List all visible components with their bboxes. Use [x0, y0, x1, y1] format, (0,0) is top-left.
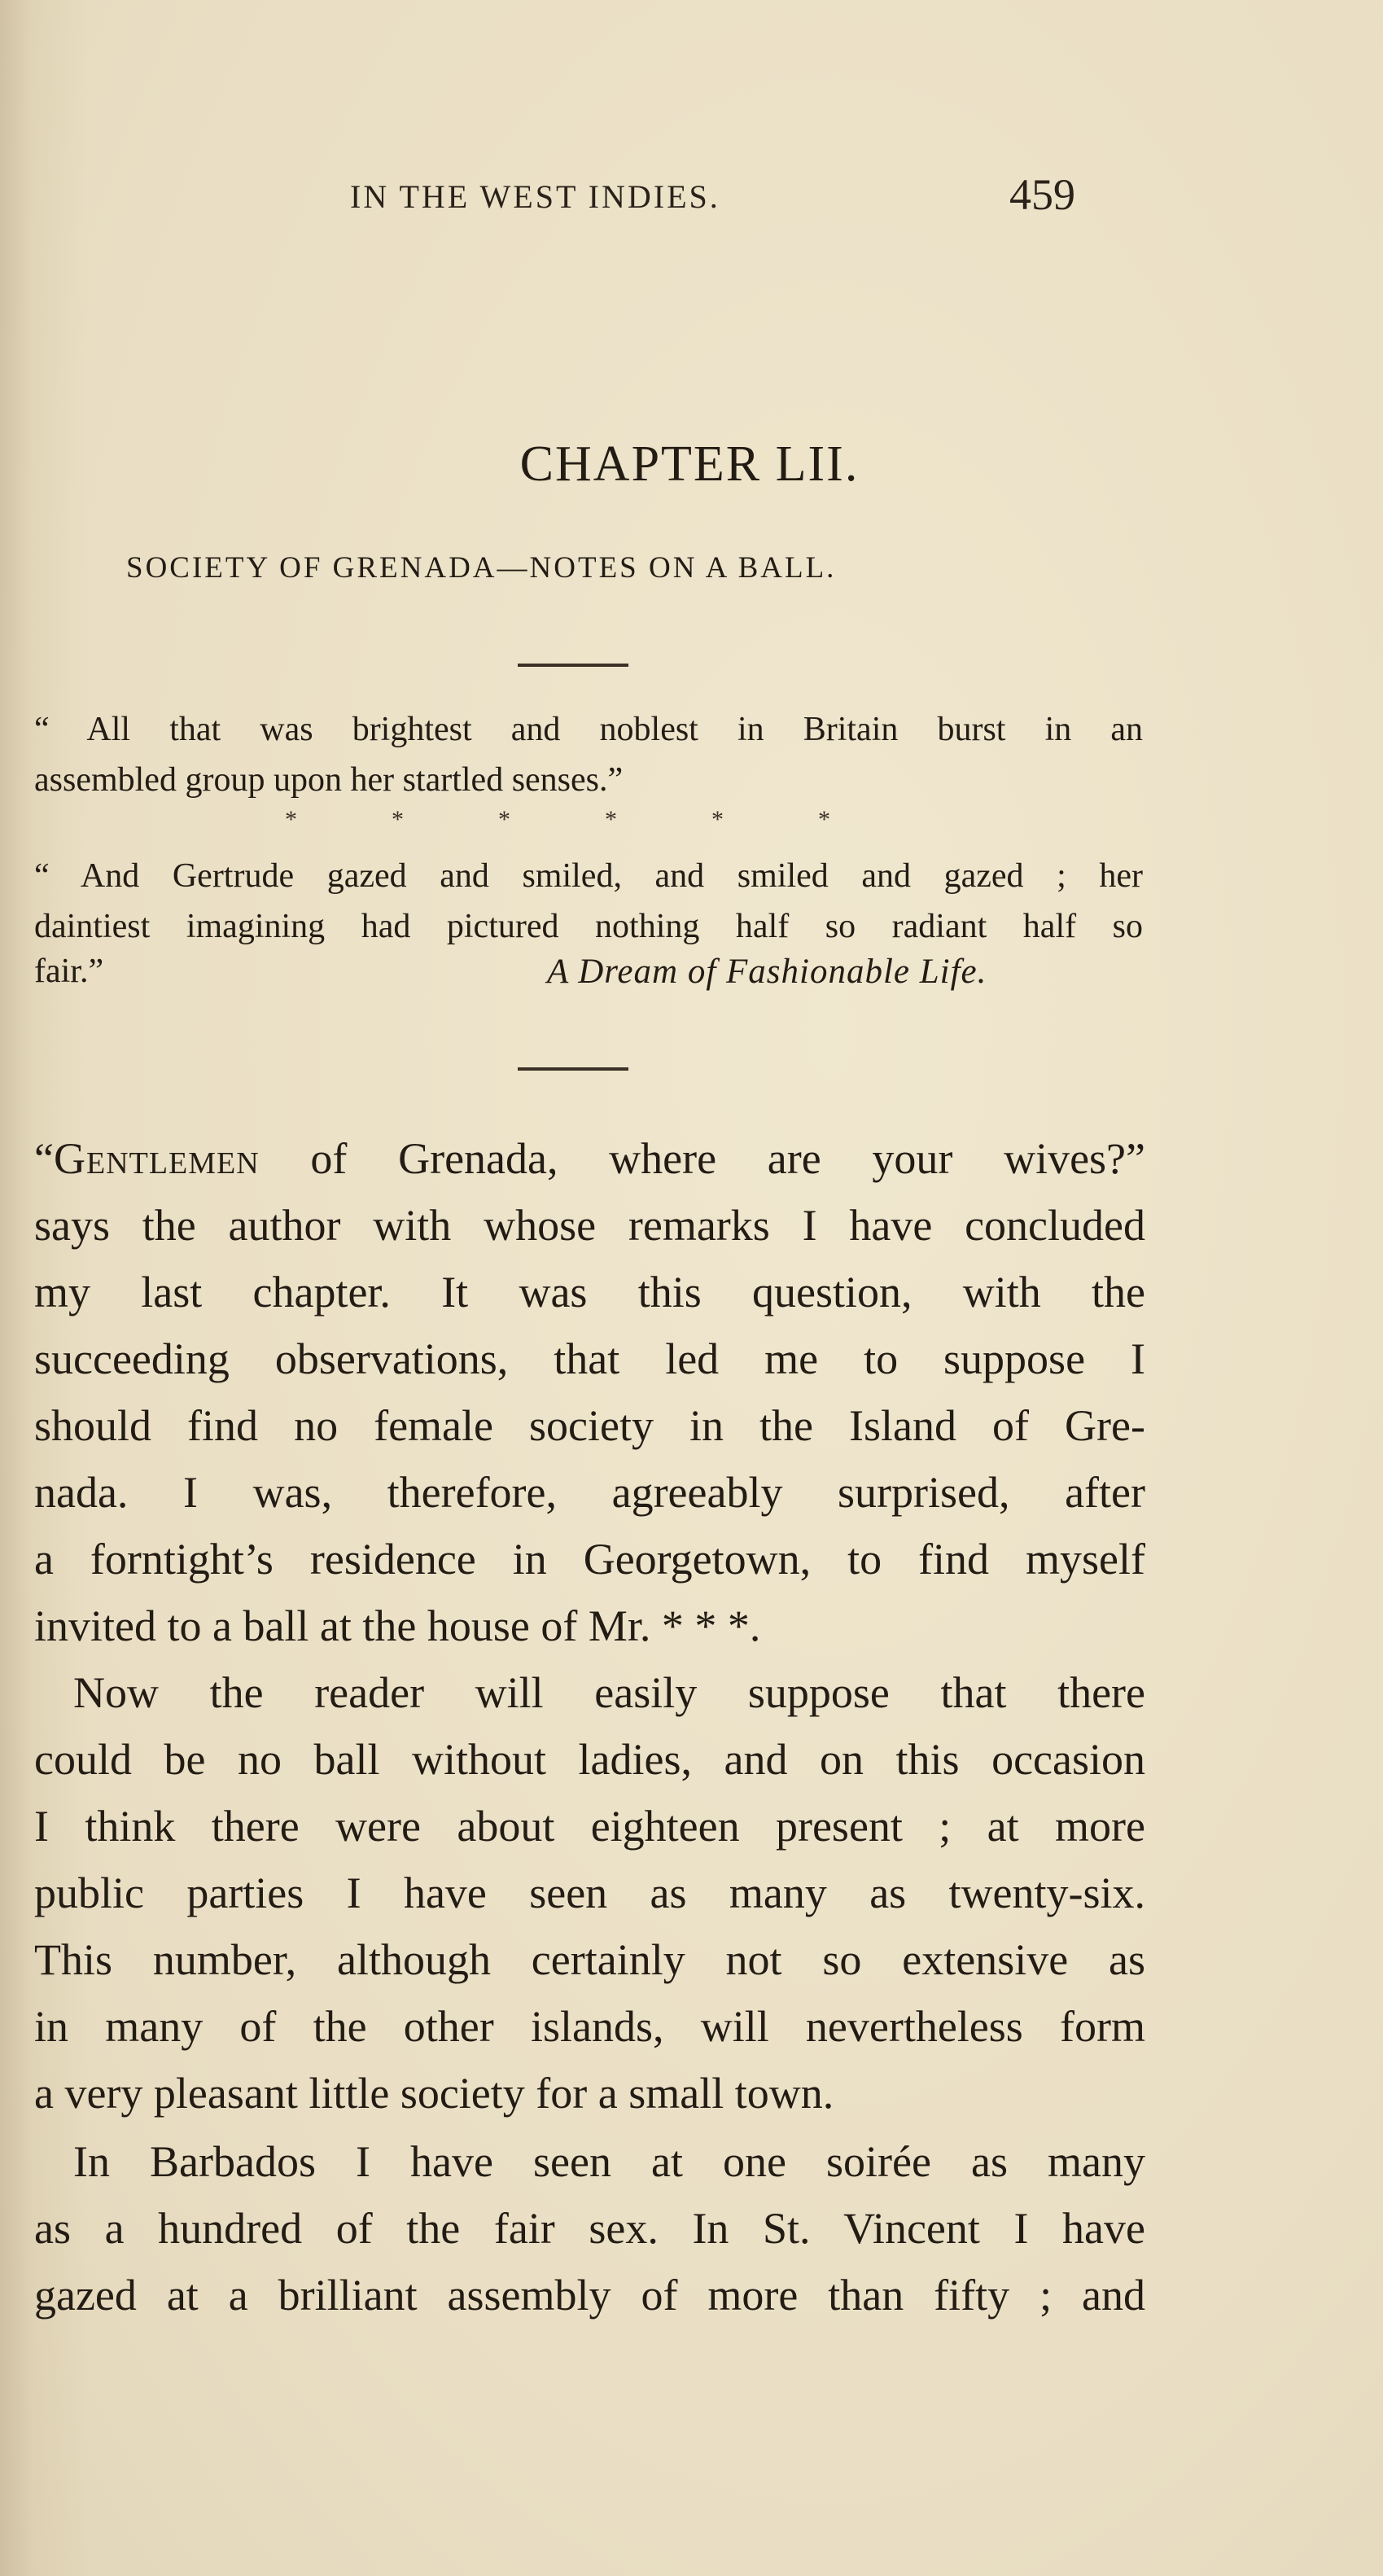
asterisk: * — [605, 806, 617, 833]
drop-word: Gentlemen — [53, 1134, 260, 1183]
paragraph-1 — [34, 1125, 1145, 1659]
body-line: gazed at a brilliant assembly of more than fifty ; and — [34, 2271, 1145, 2320]
page-number: 459 — [1009, 170, 1075, 219]
body-line: should find no female society in the Island of Gre- — [34, 1401, 1145, 1450]
epigraph-line: daintiest imagining had pictured nothing half so radiant half so — [34, 908, 1143, 945]
epigraph-quote-2 — [34, 851, 1143, 952]
body-line: succeeding observations, that led me to suppose I — [34, 1334, 1145, 1383]
epigraph-quote-1 — [34, 704, 1143, 805]
ornamental-asterisks — [285, 806, 925, 834]
epigraph-line: “ And Gertrude gazed and smiled, and smiled and gazed ; her — [34, 857, 1143, 895]
body-line: In Barbados I have seen at one soirée as many — [73, 2137, 1145, 2186]
epigraph-attribution: A Dream of Fashionable Life. — [547, 953, 987, 991]
asterisk: * — [392, 806, 404, 833]
asterisk: * — [498, 806, 510, 833]
body-line: invited to a ball at the house of Mr. * * *. — [34, 1601, 761, 1650]
body-line: nada. I was, therefore, agreeably surprised, after — [34, 1468, 1145, 1517]
body-line: my last chapter. It was this question, with the — [34, 1268, 1145, 1316]
body-line: as a hundred of the fair sex. In St. Vincent I have — [34, 2204, 1145, 2253]
chapter-subtitle: SOCIETY OF GRENADA—NOTES ON A BALL. — [126, 551, 837, 585]
epigraph-line: “ All that was brightest and noblest in Britain burst in an — [34, 711, 1143, 748]
paragraph-2 — [34, 1659, 1145, 2127]
body-line: I think there were about eighteen present ; at more — [34, 1802, 1145, 1851]
body-line: in many of the other islands, will nevertheless form — [34, 2002, 1145, 2051]
asterisk: * — [285, 806, 297, 833]
paragraph-3 — [34, 2128, 1145, 2328]
divider-rule-bottom — [518, 1067, 628, 1071]
body-line: could be no ball without ladies, and on this occasion — [34, 1735, 1145, 1784]
body-line: a very pleasant little society for a small town. — [34, 2069, 834, 2118]
body-line: Now the reader will easily suppose that there — [73, 1668, 1145, 1717]
running-title: IN THE WEST INDIES. — [350, 178, 720, 215]
chapter-title: CHAPTER LII. — [519, 436, 860, 492]
epigraph-line: assembled group upon her startled senses.” — [34, 761, 624, 799]
asterisk: * — [818, 806, 830, 833]
divider-rule-top — [518, 664, 628, 667]
asterisk: * — [711, 806, 724, 833]
body-line: says the author with whose remarks I have concluded — [34, 1201, 1145, 1250]
body-line: “Gentlemen of Grenada, where are your wives?” — [34, 1134, 1145, 1183]
epigraph-line-end: fair.” — [34, 953, 104, 990]
body-line: public parties I have seen as many as twenty-six. — [34, 1868, 1145, 1917]
first-line-text: of Grenada, where are your wives?” — [310, 1134, 1145, 1183]
body-line: a forntight’s residence in Georgetown, to find myself — [34, 1535, 1145, 1584]
body-line: This number, although certainly not so extensive as — [34, 1935, 1145, 1984]
